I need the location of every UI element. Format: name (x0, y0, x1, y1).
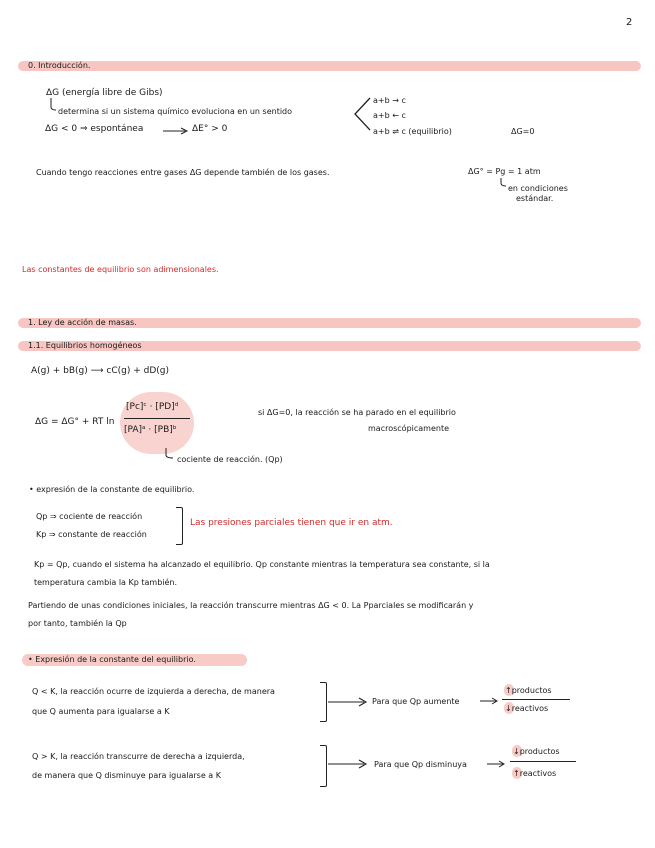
case-1-bottom: ↓reactivos (505, 704, 549, 713)
case-2-line-1: Q > K, la reacción transcurre de derecha a izquierda, (32, 752, 245, 761)
branch-brace-icon (352, 96, 372, 132)
definition-bracket (176, 507, 183, 545)
dg-description: determina si un sistema químico evoluciona en un sentido (58, 107, 293, 116)
fraction-line (124, 418, 190, 419)
case-1-line-2: que Q aumenta para igualarse a K (32, 707, 170, 716)
equilibrium-note-detail: macroscópicamente (368, 424, 450, 433)
branch-equilibrium: a+b ⇌ c (equilibrio) (373, 127, 452, 136)
arrow-icon (487, 760, 507, 768)
fraction-denominator: [PA]ᵃ · [PB]ᵇ (124, 425, 177, 435)
curve-arrow-icon (165, 448, 177, 460)
standard-formula: ΔG° = Pg = 1 atm (468, 167, 541, 176)
standard-note-1: en condiciones (508, 184, 568, 193)
equilibrium-note: si ΔG=0, la reacción se ha parado en el equilibrio (258, 408, 456, 417)
mass-action-heading: 1. Ley de acción de masas. (28, 318, 137, 327)
branch-forward: a+b → c (373, 96, 406, 105)
fraction-numerator: [Pc]ᶜ · [PD]ᵈ (126, 402, 179, 412)
quotient-note: cociente de reacción. (Qp) (177, 455, 283, 464)
intro-heading-highlight (18, 61, 641, 71)
expression-bullet: • expresión de la constante de equilibrio. (29, 485, 195, 494)
partial-paragraph-line-1: Partiendo de unas condiciones iniciales, la reacción transcurre mientras ΔG < 0. La Pparciales se modificarán y (28, 601, 474, 610)
expression-heading: • Expresión de la constante del equilibrio. (28, 655, 196, 664)
intro-heading: 0. Introducción. (28, 61, 91, 70)
partial-pressures-note: Las presiones parciales tienen que ir en atm. (190, 518, 393, 528)
case-2-bracket (320, 745, 327, 787)
homogeneous-heading: 1.1. Equilibrios homogéneos (28, 341, 142, 350)
case-2-top: ↓productos (513, 747, 560, 756)
case-2-line-2: de manera que Q disminuye para igualarse a K (32, 771, 221, 780)
dg-zero: ΔG=0 (511, 127, 535, 136)
kp-paragraph-line-2: temperatura cambia la Kp también. (34, 578, 178, 587)
spontaneous-text: ΔG < 0 ⇒ espontánea (45, 124, 144, 134)
arrow-icon (480, 697, 500, 705)
arrow-icon (163, 128, 189, 134)
kp-definition: Kp ⇒ constante de reacción (36, 530, 147, 539)
page-number: 2 (626, 17, 633, 28)
case-1-line-1: Q < K, la reacción ocurre de izquierda a derecha, de manera (32, 687, 275, 696)
arrow-icon (328, 698, 368, 706)
branch-reverse: a+b ← c (373, 111, 406, 120)
case-1-fraction-line (502, 699, 570, 700)
case-1-top: ↑productos (505, 686, 552, 695)
partial-paragraph-line-2: por tanto, también la Qp (28, 619, 127, 628)
standard-note-2: estándar. (516, 194, 554, 203)
gases-text: Cuando tengo reacciones entre gases ΔG depende también de los gases. (36, 168, 330, 177)
qp-definition: Qp ⇒ cociente de reacción (36, 512, 143, 521)
dimensionless-note: Las constantes de equilibrio son adimensionales. (22, 265, 219, 274)
dg-equation: ΔG = ΔG° + RT ln (35, 417, 115, 427)
case-2-bottom: ↑reactivos (513, 769, 557, 778)
case-1-bracket (320, 682, 327, 722)
case-2-fraction-line (510, 761, 576, 762)
dg-label: ΔG (energía libre de Gibs) (46, 88, 163, 98)
delta-e-text: ΔE° > 0 (192, 124, 228, 134)
reaction-equation: A(g) + bB(g) ⟶ cC(g) + dD(g) (31, 366, 170, 376)
case-2-result: Para que Qp disminuya (374, 760, 467, 769)
kp-paragraph-line-1: Kp = Qp, cuando el sistema ha alcanzado el equilibrio. Qp constante mientras la temperatura sea constante, si la (34, 560, 490, 569)
case-1-result: Para que Qp aumente (372, 697, 460, 706)
arrow-icon (328, 760, 368, 768)
